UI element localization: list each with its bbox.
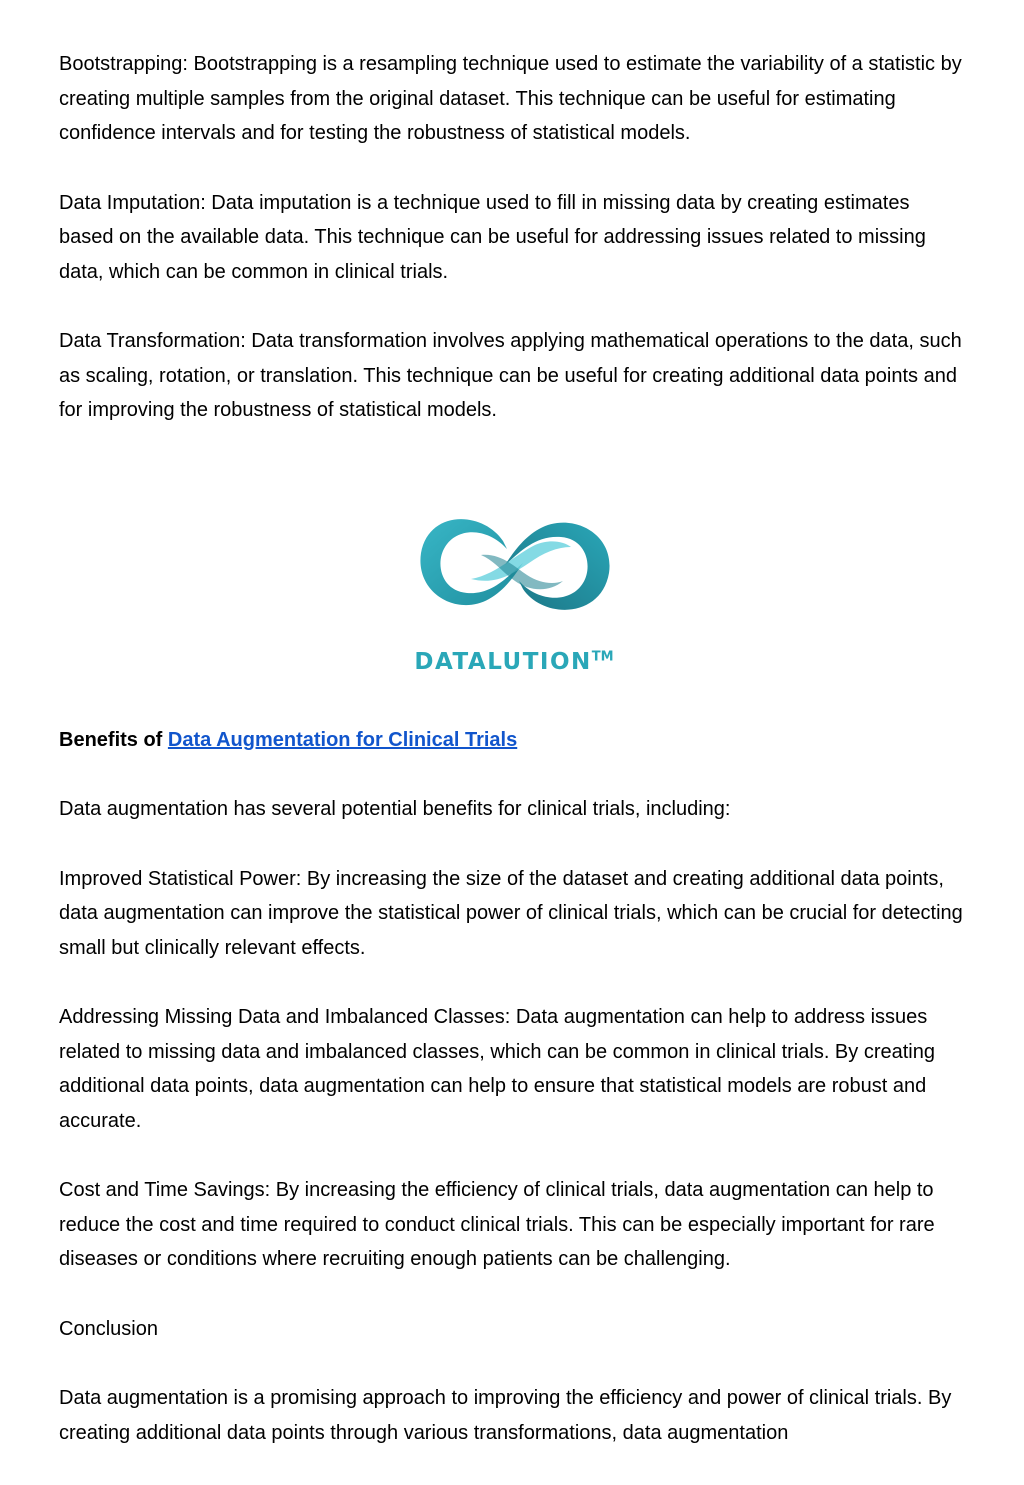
logo-name: DATALUTION [414, 648, 592, 675]
paragraph-benefits-intro: Data augmentation has several potential benefits for clinical trials, including: [59, 798, 731, 820]
benefits-heading-prefix: Benefits of [59, 728, 168, 751]
logo-trademark: TM [591, 648, 614, 664]
logo-wordmark [59, 649, 969, 675]
benefits-heading [59, 723, 969, 758]
paragraph-cost-time: Cost and Time Savings: By increasing the efficiency of clinical trials, data augmentation can help to reduce the cost and time required to conduct clinical trials. This can be especially important for rare diseases or conditions where recruiting enough patients can be challenging. [59, 1179, 935, 1270]
paragraph-bootstrapping: Bootstrapping: Bootstrapping is a resampling technique used to estimate the variability of a statistic by creating multiple samples from the original dataset. This technique can be useful for estimating confidence intervals and for testing the robustness of statistical models. [59, 53, 962, 144]
paragraph-data-transformation: Data Transformation: Data transformation involves applying mathematical operations to the data, such as scaling, rotation, or translation. This technique can be useful for creating additional data points and for improving the robustness of statistical models. [59, 330, 962, 421]
datalution-logo [59, 463, 969, 723]
paragraph-conclusion: Data augmentation is a promising approach to improving the efficiency and power of clinical trials. By creating additional data points through various transformations, data augmentation [59, 1387, 952, 1444]
data-augmentation-link[interactable]: Data Augmentation for Clinical Trials [167, 728, 518, 751]
infinity-logo-icon [411, 501, 617, 629]
document-page [59, 47, 969, 1485]
paragraph-improved-power: Improved Statistical Power: By increasing the size of the dataset and creating additional data points, data augmentation can improve the statistical power of clinical trials, which can be crucial for detecting small but clinically relevant effects. [59, 867, 963, 959]
conclusion-heading: Conclusion [59, 1317, 158, 1340]
paragraph-missing-data: Addressing Missing Data and Imbalanced Classes: Data augmentation can help to address issues related to missing data and imbalanced classes, which can be common in clinical trials. By creating additional data points, data augmentation can help to ensure that statistical models are robust and accurate. [59, 1006, 935, 1132]
paragraph-data-imputation: Data Imputation: Data imputation is a technique used to fill in missing data by creating estimates based on the available data. This technique can be useful for addressing issues related to missing data, which can be common in clinical trials. [59, 191, 926, 283]
